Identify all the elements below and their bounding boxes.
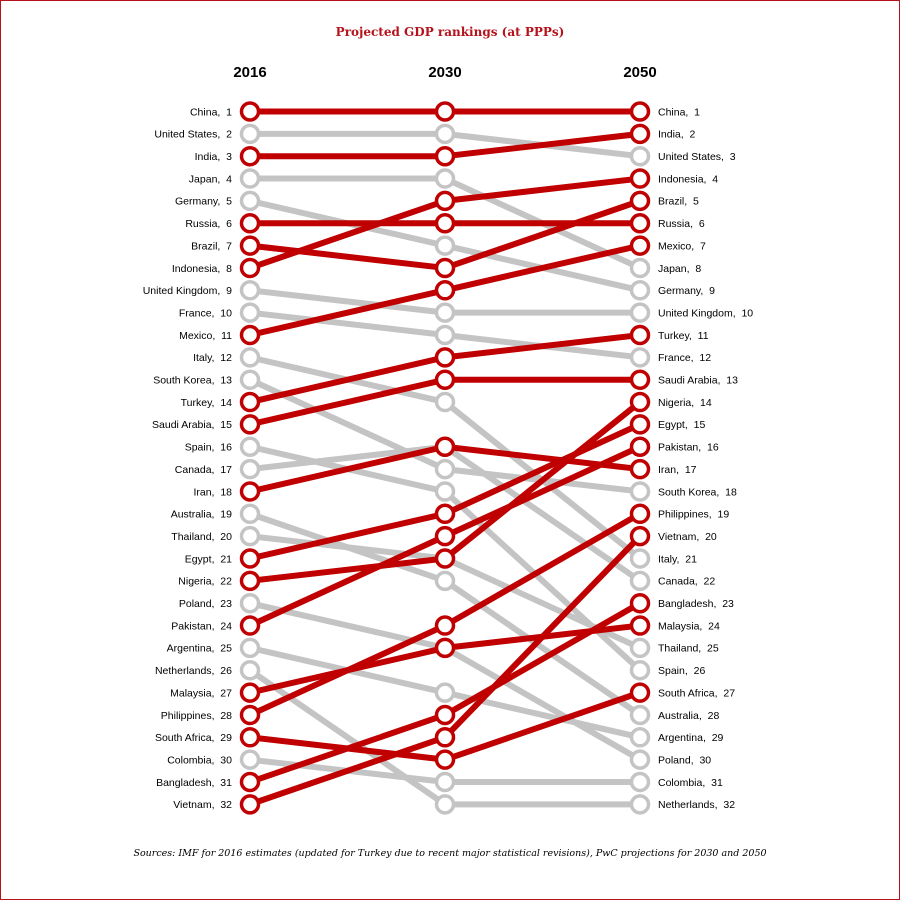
label-2016-russia: Russia, 6 [185,218,232,231]
marker-germany-2030 [437,237,454,254]
marker-thailand-2016 [242,528,259,545]
year-header-2050: 2050 [623,64,657,81]
year-header-2030: 2030 [428,64,462,81]
label-2016-bangladesh: Bangladesh, 31 [156,776,232,789]
marker-bangladesh-2050 [632,595,649,612]
marker-nigeria-2030 [437,550,454,567]
marker-japan-2030 [437,170,454,187]
marker-united-states-2030 [437,125,454,142]
marker-australia-2030 [437,572,454,589]
marker-australia-2016 [242,505,259,522]
label-2016-japan: Japan, 4 [188,173,232,186]
marker-france-2016 [242,304,259,321]
label-2050-indonesia: Indonesia, 4 [658,173,719,186]
marker-iran-2050 [632,461,649,478]
marker-iran-2016 [242,483,259,500]
series-vietnam [242,528,649,813]
marker-pakistan-2050 [632,438,649,455]
marker-japan-2016 [242,170,259,187]
label-2016-france: France, 10 [178,307,232,320]
marker-south-africa-2050 [632,684,649,701]
marker-saudi-arabia-2030 [437,371,454,388]
marker-united-kingdom-2050 [632,304,649,321]
label-2050-south-korea: South Korea, 18 [658,486,737,499]
marker-pakistan-2030 [437,528,454,545]
label-2050-germany: Germany, 9 [658,285,715,298]
label-2016-italy: Italy, 12 [193,352,232,365]
label-2016-vietnam: Vietnam, 32 [173,799,232,812]
label-2016-canada: Canada, 17 [174,463,232,476]
marker-south-korea-2016 [242,371,259,388]
series-china [242,103,649,120]
label-2016-turkey: Turkey, 14 [180,396,232,409]
marker-brazil-2050 [632,192,649,209]
marker-japan-2050 [632,259,649,276]
label-2050-netherlands: Netherlands, 32 [658,799,736,812]
label-2050-india: India, 2 [658,128,696,141]
marker-bangladesh-2030 [437,706,454,723]
marker-colombia-2030 [437,774,454,791]
label-2050-united-kingdom: United Kingdom, 10 [658,307,754,320]
marker-malaysia-2030 [437,639,454,656]
marker-italy-2050 [632,550,649,567]
label-2050-south-africa: South Africa, 27 [658,687,736,700]
marker-turkey-2050 [632,327,649,344]
marker-netherlands-2030 [437,796,454,813]
marker-malaysia-2050 [632,617,649,634]
label-2016-malaysia: Malaysia, 27 [170,687,232,700]
marker-vietnam-2030 [437,729,454,746]
marker-india-2016 [242,148,259,165]
label-2050-canada: Canada, 22 [658,575,716,588]
label-2016-united-kingdom: United Kingdom, 9 [142,285,232,298]
label-2016-colombia: Colombia, 30 [167,754,232,767]
marker-netherlands-2016 [242,662,259,679]
label-2050-colombia: Colombia, 31 [658,776,723,789]
marker-mexico-2016 [242,327,259,344]
label-2050-nigeria: Nigeria, 14 [658,396,712,409]
label-2016-brazil: Brazil, 7 [191,240,232,253]
label-2050-spain: Spain, 26 [658,665,706,678]
chart-source: Sources: IMF for 2016 estimates (updated for Turkey due to recent major statistical revisions), PwC projections for 2030 and 2050 [133,848,767,859]
label-2016-united-states: United States, 2 [154,128,232,141]
marker-indonesia-2030 [437,192,454,209]
label-2016-egypt: Egypt, 21 [184,553,232,566]
label-2016-south-korea: South Korea, 13 [153,374,232,387]
marker-poland-2050 [632,751,649,768]
marker-spain-2016 [242,438,259,455]
marker-france-2050 [632,349,649,366]
marker-germany-2016 [242,192,259,209]
label-2050-egypt: Egypt, 15 [658,419,706,432]
label-2016-philippines: Philippines, 28 [160,709,232,722]
label-2050-philippines: Philippines, 19 [658,508,730,521]
marker-thailand-2050 [632,639,649,656]
marker-china-2030 [437,103,454,120]
marker-pakistan-2016 [242,617,259,634]
marker-egypt-2050 [632,416,649,433]
marker-italy-2016 [242,349,259,366]
marker-india-2050 [632,125,649,142]
label-2050-argentina: Argentina, 29 [658,732,724,745]
label-2050-brazil: Brazil, 5 [658,195,699,208]
marker-brazil-2016 [242,237,259,254]
label-2016-thailand: Thailand, 20 [171,530,232,543]
marker-poland-2016 [242,595,259,612]
marker-united-states-2050 [632,148,649,165]
marker-china-2050 [632,103,649,120]
label-2050-japan: Japan, 8 [658,262,702,275]
marker-france-2030 [437,327,454,344]
marker-netherlands-2050 [632,796,649,813]
marker-brazil-2030 [437,259,454,276]
label-2016-nigeria: Nigeria, 22 [178,575,232,588]
marker-canada-2016 [242,461,259,478]
label-2016-netherlands: Netherlands, 26 [154,665,232,678]
marker-indonesia-2050 [632,170,649,187]
label-2016-indonesia: Indonesia, 8 [171,262,232,275]
chart-title: Projected GDP rankings (at PPPs) [335,25,565,39]
label-2050-china: China, 1 [658,106,701,119]
marker-russia-2050 [632,215,649,232]
marker-philippines-2050 [632,505,649,522]
marker-philippines-2016 [242,706,259,723]
marker-saudi-arabia-2016 [242,416,259,433]
marker-turkey-2030 [437,349,454,366]
label-2016-mexico: Mexico, 11 [179,329,232,342]
marker-united-states-2016 [242,125,259,142]
label-2016-saudi-arabia: Saudi Arabia, 15 [152,419,232,432]
marker-south-africa-2016 [242,729,259,746]
marker-nigeria-2016 [242,572,259,589]
label-2050-mexico: Mexico, 7 [658,240,706,253]
label-2050-united-states: United States, 3 [658,151,736,163]
label-2016-poland: Poland, 23 [178,598,232,610]
label-2050-thailand: Thailand, 25 [658,642,719,655]
marker-argentina-2050 [632,729,649,746]
label-2050-australia: Australia, 28 [658,709,720,722]
label-2016-spain: Spain, 16 [184,441,232,454]
label-2050-russia: Russia, 6 [658,218,705,231]
label-2050-turkey: Turkey, 11 [658,329,709,342]
marker-vietnam-2016 [242,796,259,813]
year-header-2016: 2016 [233,64,267,81]
marker-china-2016 [242,103,259,120]
marker-egypt-2030 [437,505,454,522]
marker-saudi-arabia-2050 [632,371,649,388]
label-2016-south-africa: South Africa, 29 [154,732,232,745]
marker-south-africa-2030 [437,751,454,768]
label-2016-pakistan: Pakistan, 24 [171,620,232,633]
marker-malaysia-2016 [242,684,259,701]
marker-united-kingdom-2016 [242,282,259,299]
marker-iran-2030 [437,438,454,455]
marker-mexico-2050 [632,237,649,254]
marker-germany-2050 [632,282,649,299]
marker-argentina-2016 [242,639,259,656]
label-2016-argentina: Argentina, 25 [166,642,232,655]
label-2016-iran: Iran, 18 [193,486,232,499]
label-2050-saudi-arabia: Saudi Arabia, 13 [658,374,738,387]
label-2050-france: France, 12 [658,352,712,365]
marker-south-korea-2030 [437,461,454,478]
label-2050-vietnam: Vietnam, 20 [658,530,717,543]
marker-colombia-2016 [242,751,259,768]
label-2050-malaysia: Malaysia, 24 [658,620,720,633]
marker-united-kingdom-2030 [437,304,454,321]
marker-indonesia-2016 [242,259,259,276]
marker-colombia-2050 [632,774,649,791]
label-2050-iran: Iran, 17 [658,463,697,476]
marker-italy-2030 [437,394,454,411]
label-2016-australia: Australia, 19 [170,508,232,521]
marker-bangladesh-2016 [242,774,259,791]
marker-mexico-2030 [437,282,454,299]
marker-egypt-2016 [242,550,259,567]
marker-spain-2030 [437,483,454,500]
label-2016-india: India, 3 [194,151,232,163]
marker-argentina-2030 [437,684,454,701]
marker-turkey-2016 [242,394,259,411]
marker-australia-2050 [632,706,649,723]
label-2050-bangladesh: Bangladesh, 23 [658,598,734,610]
marker-south-korea-2050 [632,483,649,500]
marker-vietnam-2050 [632,528,649,545]
label-2016-china: China, 1 [189,106,232,119]
marker-spain-2050 [632,662,649,679]
marker-india-2030 [437,148,454,165]
marker-philippines-2030 [437,617,454,634]
marker-russia-2030 [437,215,454,232]
label-2016-germany: Germany, 5 [175,195,232,208]
label-2050-poland: Poland, 30 [658,754,712,767]
marker-nigeria-2050 [632,394,649,411]
label-2050-italy: Italy, 21 [658,553,697,566]
marker-russia-2016 [242,215,259,232]
label-2050-pakistan: Pakistan, 16 [658,441,719,454]
marker-canada-2050 [632,572,649,589]
